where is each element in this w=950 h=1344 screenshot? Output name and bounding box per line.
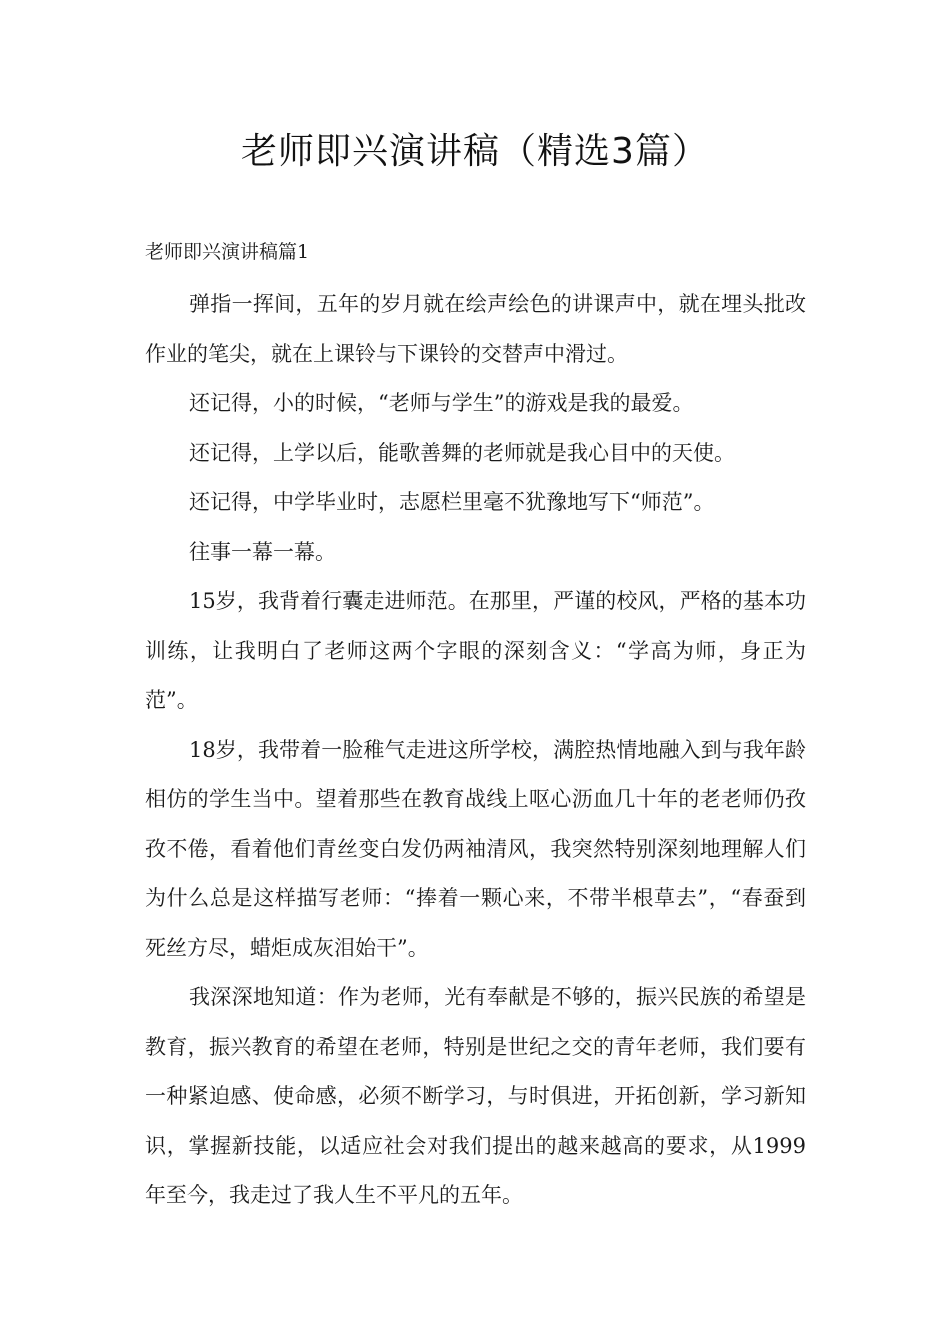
paragraph: 我深深地知道：作为老师，光有奉献是不够的，振兴民族的希望是教育，振兴教育的希望在老师，特别是世纪之交的青年老师，我们要有一种紧迫感、使命感，必须不断学习，与时俱进，开拓创新，学习新知识，掌握新技能，以适应社会对我们提出的越来越高的要求，从1999年至今，我走过了我人生不平凡的五年。 (145, 985, 806, 1207)
paragraph: 往事一幕一幕。 (189, 539, 336, 564)
paragraph: 15岁，我背着行囊走进师范。在那里，严谨的校风，严格的基本功训练，让我明白了老师这两个字眼的深刻含义：“学高为师，身正为范”。 (145, 589, 806, 712)
paragraph: 弹指一挥间，五年的岁月就在绘声绘色的讲课声中，就在埋头批改作业的笔尖，就在上课铃与下课铃的交替声中滑过。 (145, 292, 806, 366)
paragraph: 还记得，中学毕业时，志愿栏里毫不犹豫地写下“师范”。 (189, 490, 715, 514)
document-title: 老师即兴演讲稿（精选3篇） (241, 131, 709, 172)
paragraph: 还记得，上学以后，能歌善舞的老师就是我心目中的天使。 (189, 440, 735, 465)
section-heading: 老师即兴演讲稿篇1 (145, 241, 310, 263)
document-body (145, 232, 806, 1221)
paragraph: 18岁，我带着一脸稚气走进这所学校，满腔热情地融入到与我年龄相仿的学生当中。望着那些在教育战线上呕心沥血几十年的老老师仍孜孜不倦，看着他们青丝变白发仍两袖清风，我突然特别深刻地理解人们为什么总是这样描写老师：“捧着一颗心来，不带半根草去”，“春蚕到死丝方尽，蜡炬成灰泪始干”。 (145, 737, 806, 960)
paragraph: 还记得，小的时候，“老师与学生”的游戏是我的最爱。 (189, 391, 694, 415)
